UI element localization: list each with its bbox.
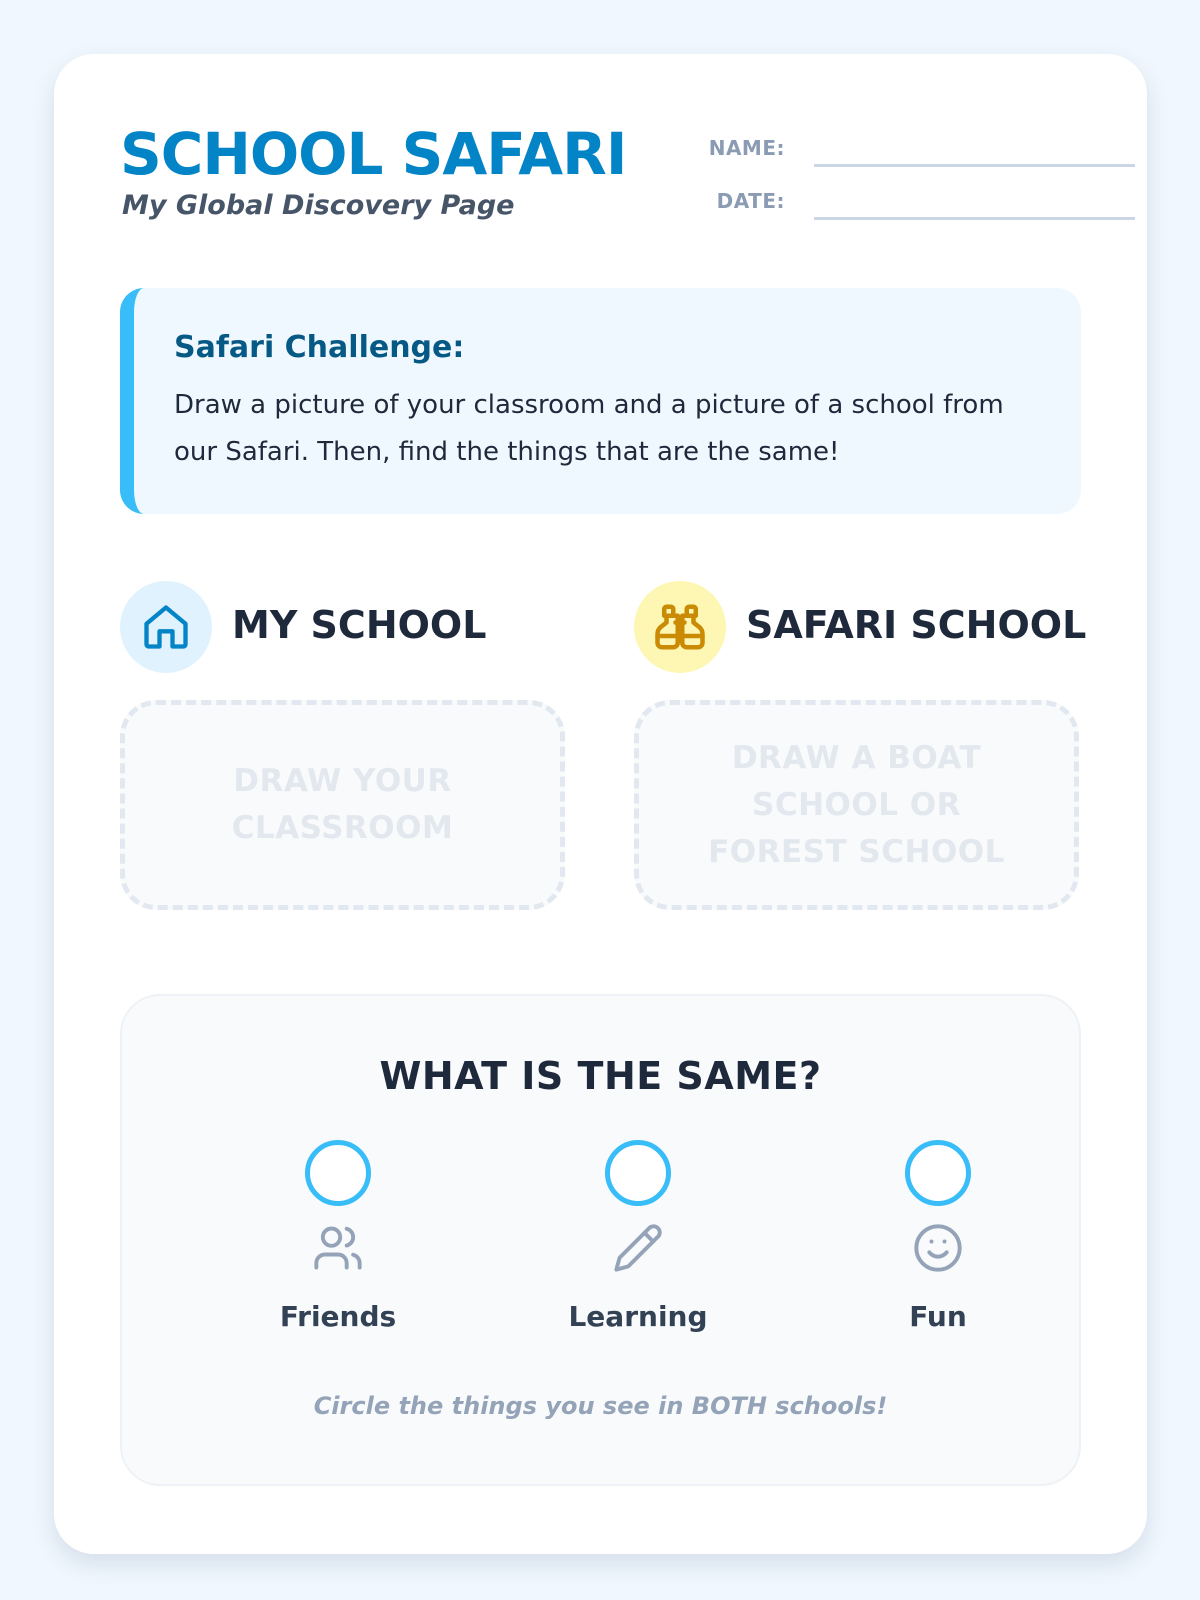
- safari-school-label: SAFARI SCHOOL: [746, 603, 1087, 647]
- my-classroom-drawing-area[interactable]: [120, 700, 565, 910]
- binoculars-icon: [634, 581, 726, 673]
- friends-icon: [312, 1222, 364, 1274]
- page-title: SCHOOL SAFARI: [120, 120, 627, 188]
- my-school-label: MY SCHOOL: [232, 603, 487, 647]
- my-school-header: [120, 581, 560, 673]
- circle-target-learning[interactable]: [605, 1140, 671, 1206]
- name-field: [614, 132, 1135, 172]
- name-line[interactable]: [814, 164, 1135, 167]
- name-label: NAME:: [708, 136, 785, 160]
- pencil-icon: [612, 1222, 664, 1274]
- my-classroom-prompt: DRAW YOUR CLASSROOM: [231, 763, 454, 846]
- same-item-fun: [838, 1140, 1038, 1350]
- same-label-fun: Fun: [909, 1300, 967, 1333]
- challenge-box: [120, 288, 1081, 514]
- page-subtitle: My Global Discovery Page: [122, 190, 515, 221]
- same-item-learning: [538, 1140, 738, 1350]
- same-label-learning: Learning: [568, 1300, 708, 1333]
- date-field: [614, 185, 1135, 225]
- date-line[interactable]: [814, 217, 1135, 220]
- challenge-heading: Safari Challenge:: [174, 330, 465, 365]
- safari-school-header: [634, 581, 1094, 673]
- circle-target-fun[interactable]: [905, 1140, 971, 1206]
- same-item-friends: [238, 1140, 438, 1350]
- what-is-the-same-section: [120, 994, 1081, 1486]
- challenge-text: Draw a picture of your classroom and a picture of a school from our Safari. Then, find the things that are the same!: [174, 390, 1004, 467]
- same-label-friends: Friends: [279, 1300, 397, 1333]
- circle-target-friends[interactable]: [305, 1140, 371, 1206]
- same-instruction-note: Circle the things you see in BOTH schools!: [313, 1392, 888, 1420]
- safari-school-prompt: DRAW A BOAT SCHOOL OR FOREST SCHOOL: [708, 739, 1005, 870]
- safari-school-drawing-area[interactable]: [634, 700, 1079, 910]
- date-label: DATE:: [716, 189, 785, 213]
- house-icon: [120, 581, 212, 673]
- worksheet-page: [54, 54, 1147, 1554]
- same-title: WHAT IS THE SAME?: [379, 1054, 822, 1098]
- smiley-icon: [912, 1222, 964, 1274]
